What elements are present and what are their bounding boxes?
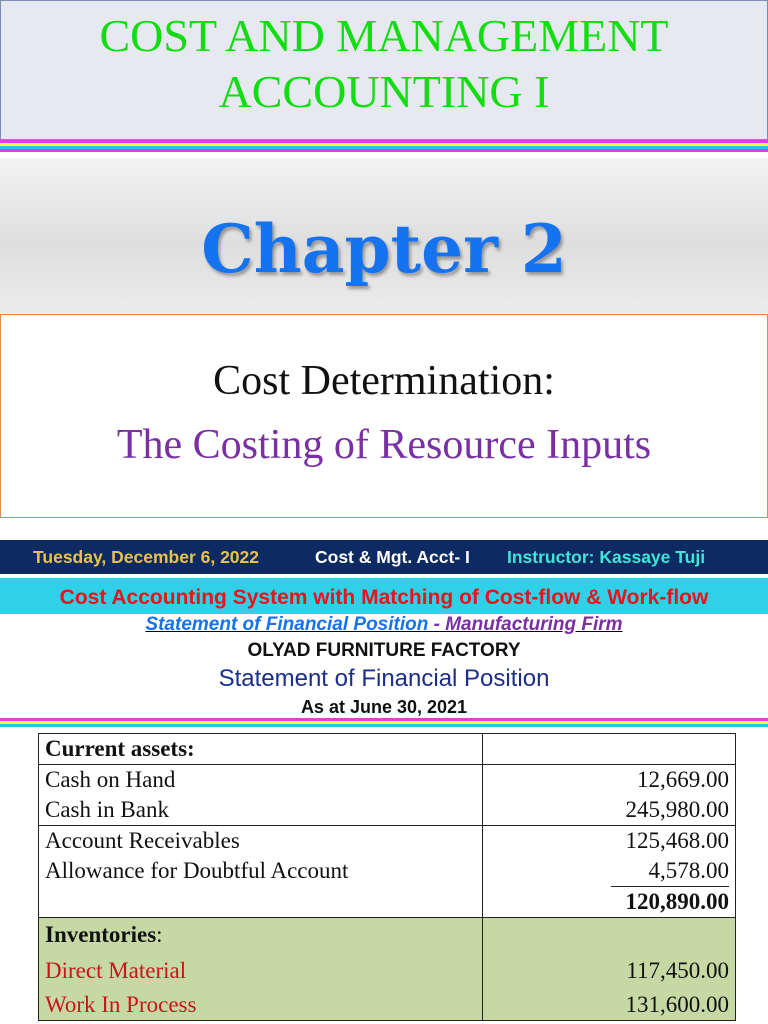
statement-title: Statement of Financial Position (218, 665, 550, 692)
subtitle-line-1: Cost Determination: (213, 358, 555, 404)
statement-date: As at June 30, 2021 (300, 697, 468, 717)
work-in-process-value: 131,600.00 (625, 992, 729, 1017)
slide-date: Tuesday, December 6, 2022 (33, 547, 260, 567)
table-cell (39, 826, 483, 918)
statement-link-part-2[interactable]: Manufacturing Firm (439, 614, 623, 635)
account-receivables-value: 125,468.00 (625, 828, 729, 853)
table-cell (39, 765, 483, 826)
table-cell (483, 918, 736, 1021)
allowance-label: Allowance for Doubtful Account (45, 858, 349, 883)
direct-material-value: 117,450.00 (626, 958, 729, 983)
direct-material-label: Direct Material (45, 958, 187, 983)
net-receivables-value: 120,890.00 (625, 889, 729, 914)
inventories-colon: : (156, 922, 163, 947)
cash-in-bank-label: Cash in Bank (45, 797, 169, 822)
table-cell (39, 918, 483, 1021)
course-title-line-2: ACCOUNTING I (218, 66, 550, 117)
table-cell (483, 765, 736, 826)
table-row (39, 918, 736, 1021)
cash-on-hand-value: 12,669.00 (637, 767, 729, 792)
financial-position-table (38, 733, 736, 1021)
table-cell (483, 734, 736, 765)
company-name: OLYAD FURNITURE FACTORY (247, 640, 521, 661)
chapter-title: Chapter 2 (201, 210, 567, 288)
statement-link-dash: - (433, 614, 440, 635)
account-receivables-label: Account Receivables (45, 828, 240, 853)
chapter-subtitle-box (0, 314, 768, 518)
cash-on-hand-label: Cash on Hand (45, 767, 176, 792)
inventories-heading (45, 920, 482, 950)
course-name: Cost & Mgt. Acct- I (315, 547, 470, 567)
cash-in-bank-value: 245,980.00 (625, 797, 729, 822)
allowance-value: 4,578.00 (611, 856, 729, 887)
info-bar (0, 540, 768, 574)
table-row (39, 765, 736, 826)
course-title-banner (0, 0, 768, 140)
table-cell (483, 826, 736, 918)
table-row (39, 826, 736, 918)
statement-link[interactable] (0, 614, 768, 636)
table-row (39, 734, 736, 765)
section-heading: Cost Accounting System with Matching of Cost-flow & Work-flow (0, 578, 768, 614)
instructor-name: Instructor: Kassaye Tuji (507, 547, 706, 567)
work-in-process-label: Work In Process (45, 992, 197, 1017)
subtitle-line-2: The Costing of Resource Inputs (116, 422, 652, 468)
decorative-stripes-bottom (0, 718, 768, 727)
course-title-line-1: COST AND MANAGEMENT (99, 10, 669, 61)
table-cell (39, 734, 483, 765)
statement-link-part-1[interactable]: Statement of Financial Position (145, 614, 434, 635)
decorative-stripes-top (0, 140, 768, 152)
inventories-label: Inventories (45, 922, 157, 947)
current-assets-heading: Current assets: (45, 736, 195, 761)
